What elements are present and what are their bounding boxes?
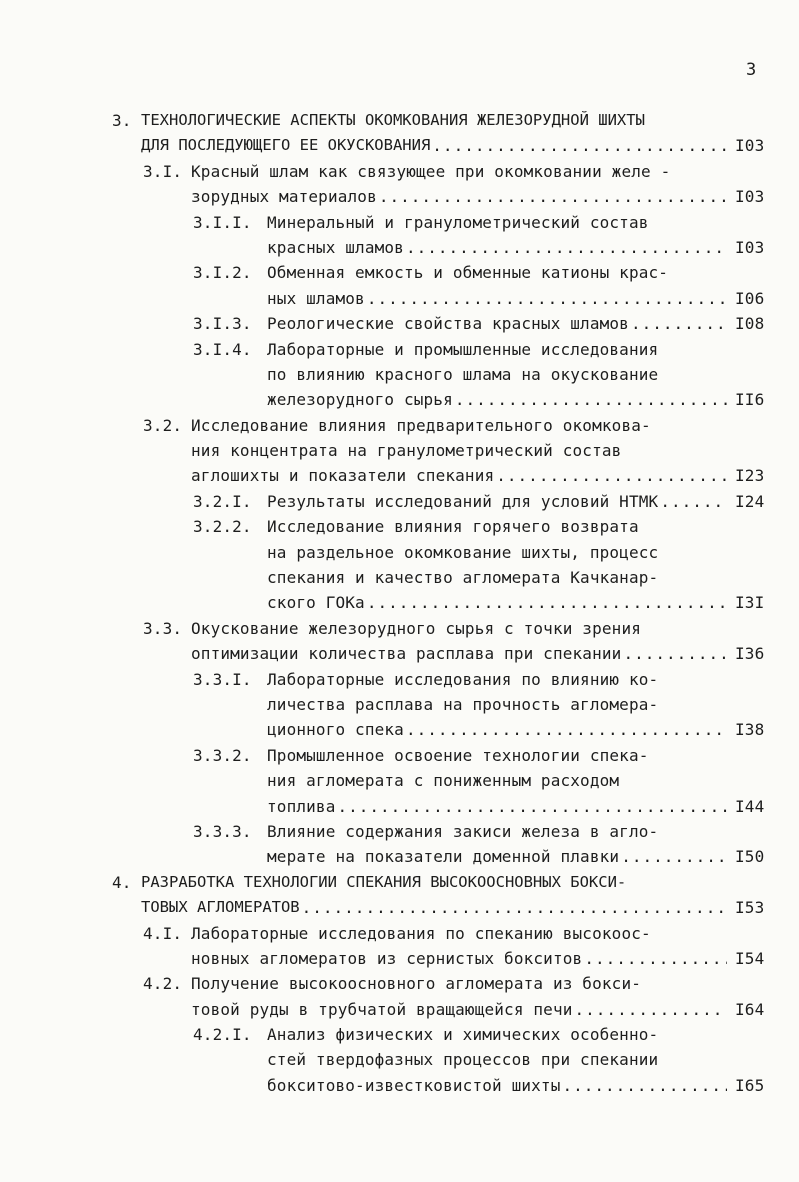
toc-entry-title: Реологические свойства красных шламов <box>267 314 629 334</box>
toc-entry-page: I53 <box>735 898 765 918</box>
toc-entry-3-3-1[interactable] <box>0 667 799 743</box>
toc-entry-4-2-1[interactable] <box>0 1022 799 1098</box>
toc-entry-title: Окускование железорудного сырья с точки зрения <box>191 618 642 638</box>
toc-entry-title: ния агломерата с пониженным расходом <box>267 771 620 791</box>
toc-entry-title: зорудных материалов <box>191 187 377 207</box>
toc-entry-number: 3.I.2. <box>193 263 252 283</box>
toc-entry-title: Лабораторные исследования по влиянию ко- <box>267 669 659 689</box>
toc-entry-title: стей твердофазных процессов при спекании <box>267 1050 659 1070</box>
toc-entry-title: мерате на показатели доменной плавки <box>267 847 620 867</box>
toc-entry-title: железорудного сырья <box>267 390 453 410</box>
dot-leader <box>623 641 727 666</box>
toc-entry-title: товой руды в трубчатой вращающейся печи <box>191 999 573 1019</box>
dot-leader <box>367 590 727 615</box>
toc-entry-number: 3.I.I. <box>193 212 252 232</box>
toc-entry-page: I38 <box>735 720 765 740</box>
toc-entry-title: новных агломератов из сернистых бокситов <box>191 948 583 968</box>
toc-entry-title: Получение высокоосновного агломерата из бокси- <box>191 974 642 994</box>
toc-entry-title: ДЛЯ ПОСЛЕДУЮЩЕГО ЕЕ ОКУСКОВАНИЯ <box>141 136 431 155</box>
toc-entry-page: I3I <box>735 593 765 613</box>
toc-entry-title: красных шламов <box>267 237 404 257</box>
toc-entry-title: ского ГОКа <box>267 593 365 613</box>
toc-entry-number: 3.3.2. <box>193 745 252 765</box>
toc-entry-title: на раздельное окомкование шихты, процесс <box>267 542 659 562</box>
toc-entry-number: 3.3.3. <box>193 821 252 841</box>
dot-leader <box>432 133 727 158</box>
toc-entry-3-1-4[interactable] <box>0 337 799 413</box>
toc-entry-page: I54 <box>735 948 765 968</box>
toc-entry-title: бокситово-известковистой шихты <box>267 1075 561 1095</box>
toc-entry-title: Влияние содержания закиси железа в агло- <box>267 821 659 841</box>
toc-entry-page: I23 <box>735 466 765 486</box>
toc-entry-3-2-2[interactable] <box>0 514 799 616</box>
toc-entry-title: Промышленное освоение технологии спека- <box>267 745 649 765</box>
toc-entry-page: I44 <box>735 796 765 816</box>
toc-entry-title: Исследование влияния горячего возврата <box>267 517 639 537</box>
toc-entry-3-3[interactable] <box>0 616 799 667</box>
toc-entry-title: Лабораторные исследования по спеканию высокоос- <box>191 923 651 943</box>
dot-leader <box>496 463 727 488</box>
toc-entry-3-3-3[interactable] <box>0 819 799 870</box>
dot-leader <box>455 387 727 412</box>
toc-entry-4-1[interactable] <box>0 921 799 972</box>
toc-entry-number: 3.2. <box>143 415 183 435</box>
toc-entry-title: Красный шлам как связующее при окомковании желе - <box>191 161 671 181</box>
dot-leader <box>621 844 727 869</box>
dot-leader <box>584 946 727 971</box>
toc-entry-number: 3.3. <box>143 618 183 638</box>
toc-entry-number: 3.2.2. <box>193 517 252 537</box>
toc-entry-page: I36 <box>735 644 765 664</box>
toc-entry-3[interactable] <box>0 108 799 159</box>
toc-entry-title: Обменная емкость и обменные катионы крас- <box>267 263 669 283</box>
toc-entry-title: Результаты исследований для условий НТМК <box>267 491 659 511</box>
toc-entry-title: аглошихты и показатели спекания <box>191 466 495 486</box>
dot-leader <box>379 184 727 209</box>
toc-entry-number: 4.2. <box>143 974 183 994</box>
toc-entry-title: ТОВЫХ АГЛОМЕРАТОВ <box>141 898 300 917</box>
dot-leader <box>406 717 727 742</box>
toc-entry-number: 3. <box>112 111 132 130</box>
dot-leader <box>562 1073 727 1098</box>
toc-entry-title: Анализ физических и химических особенно- <box>267 1025 659 1045</box>
toc-entry-number: 3.I.4. <box>193 339 252 359</box>
toc-entry-number: 3.I. <box>143 161 183 181</box>
toc-entry-page: I03 <box>735 187 765 207</box>
toc-entry-4[interactable] <box>0 870 799 921</box>
toc-entry-3-1-2[interactable] <box>0 260 799 311</box>
toc-entry-page: I24 <box>735 491 765 511</box>
toc-entry-number: 4. <box>112 872 132 892</box>
toc-entry-title: РАЗРАБОТКА ТЕХНОЛОГИИ СПЕКАНИЯ ВЫСОКООСНОВНЫХ БОКСИ- <box>141 872 627 891</box>
toc-entry-page: I50 <box>735 847 765 867</box>
toc-entry-title: ТЕХНОЛОГИЧЕСКИЕ АСПЕКТЫ ОКОМКОВАНИЯ ЖЕЛЕЗОРУДНОЙ ШИХТЫ <box>141 111 645 129</box>
dot-leader <box>406 235 727 260</box>
toc-entry-number: 4.I. <box>143 923 183 943</box>
dot-leader <box>367 286 727 311</box>
toc-entry-title: по влиянию красного шлама на окускование <box>267 364 659 384</box>
toc-entry-page: I03 <box>735 136 765 156</box>
toc-entry-page: II6 <box>735 390 765 410</box>
dot-leader <box>631 311 727 336</box>
toc-entry-page: I06 <box>735 288 765 308</box>
toc-entry-number: 3.2.I. <box>193 491 252 511</box>
dot-leader <box>302 895 727 920</box>
toc-entry-3-1-3[interactable] <box>0 311 799 336</box>
toc-entry-title: ных шламов <box>267 288 365 308</box>
toc-entry-4-2[interactable] <box>0 971 799 1022</box>
toc-entry-title: Лабораторные и промышленные исследования <box>267 339 659 359</box>
table-of-contents <box>0 108 799 1098</box>
toc-entry-page: I03 <box>735 237 765 257</box>
toc-entry-3-1[interactable] <box>0 159 799 210</box>
toc-entry-title: ционного спека <box>267 720 404 740</box>
toc-entry-title: ния концентрата на гранулометрический состав <box>191 441 622 461</box>
page-number: 3 <box>746 60 757 80</box>
dot-leader <box>660 489 727 514</box>
toc-entry-number: 3.I.3. <box>193 314 252 334</box>
toc-entry-3-1-1[interactable] <box>0 210 799 261</box>
toc-entry-title: топлива <box>267 796 336 816</box>
toc-entry-3-2-1[interactable] <box>0 489 799 514</box>
toc-entry-title: оптимизации количества расплава при спекании <box>191 644 622 664</box>
toc-entry-title: Минеральный и гранулометрический состав <box>267 212 649 232</box>
toc-entry-title: личества расплава на прочность агломера- <box>267 694 659 714</box>
toc-entry-number: 3.3.I. <box>193 669 252 689</box>
dot-leader <box>337 794 727 819</box>
toc-entry-number: 4.2.I. <box>193 1025 252 1045</box>
toc-entry-title: Исследование влияния предварительного окомкова- <box>191 415 651 435</box>
toc-entry-page: I65 <box>735 1075 765 1095</box>
toc-entry-page: I08 <box>735 314 765 334</box>
toc-entry-title: спекания и качество агломерата Качканар- <box>267 568 659 588</box>
dot-leader <box>575 997 727 1022</box>
toc-entry-3-2[interactable] <box>0 413 799 489</box>
toc-entry-3-3-2[interactable] <box>0 743 799 819</box>
toc-entry-page: I64 <box>735 999 765 1019</box>
